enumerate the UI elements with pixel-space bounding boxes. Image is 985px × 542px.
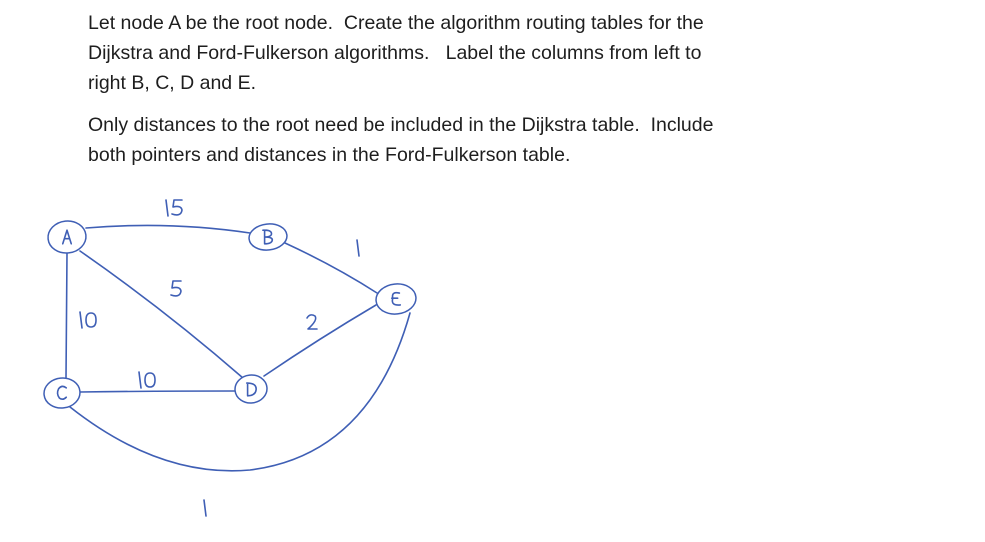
node-circle <box>43 376 82 410</box>
node-a <box>46 219 87 255</box>
node-circle <box>375 282 418 316</box>
instruction-line: Dijkstra and Ford-Fulkerson algorithms. Label the columns from left to <box>88 42 702 64</box>
edge-a-b <box>86 225 250 233</box>
edge-c-d <box>80 391 235 392</box>
node-d <box>234 373 269 404</box>
node-circle <box>46 219 87 255</box>
edge-weight-c-d <box>139 372 155 388</box>
node-e <box>375 282 418 316</box>
edge-b-e <box>285 243 377 293</box>
node-c <box>43 376 82 410</box>
instruction-line: right B, C, D and E. <box>88 72 256 94</box>
edge-d-e <box>264 305 376 376</box>
edge-a-d <box>80 251 243 378</box>
edge-weight-b-e <box>357 240 359 256</box>
edge-weight-a-c <box>80 312 96 328</box>
instruction-line: Let node A be the root node. Create the algorithm routing tables for the <box>88 12 704 34</box>
edge-weight-a-d <box>171 281 181 296</box>
node-circle <box>234 373 269 404</box>
edge-a-c <box>66 253 67 378</box>
edge-weight-c-e <box>204 500 206 516</box>
edge-weight-a-b <box>166 200 182 216</box>
instruction-line: Only distances to the root need be included in the Dijkstra table. Include <box>88 114 714 136</box>
instruction-line: both pointers and distances in the Ford-Fulkerson table. <box>88 144 571 166</box>
node-b <box>248 222 289 252</box>
edge-weight-d-e <box>307 315 317 329</box>
